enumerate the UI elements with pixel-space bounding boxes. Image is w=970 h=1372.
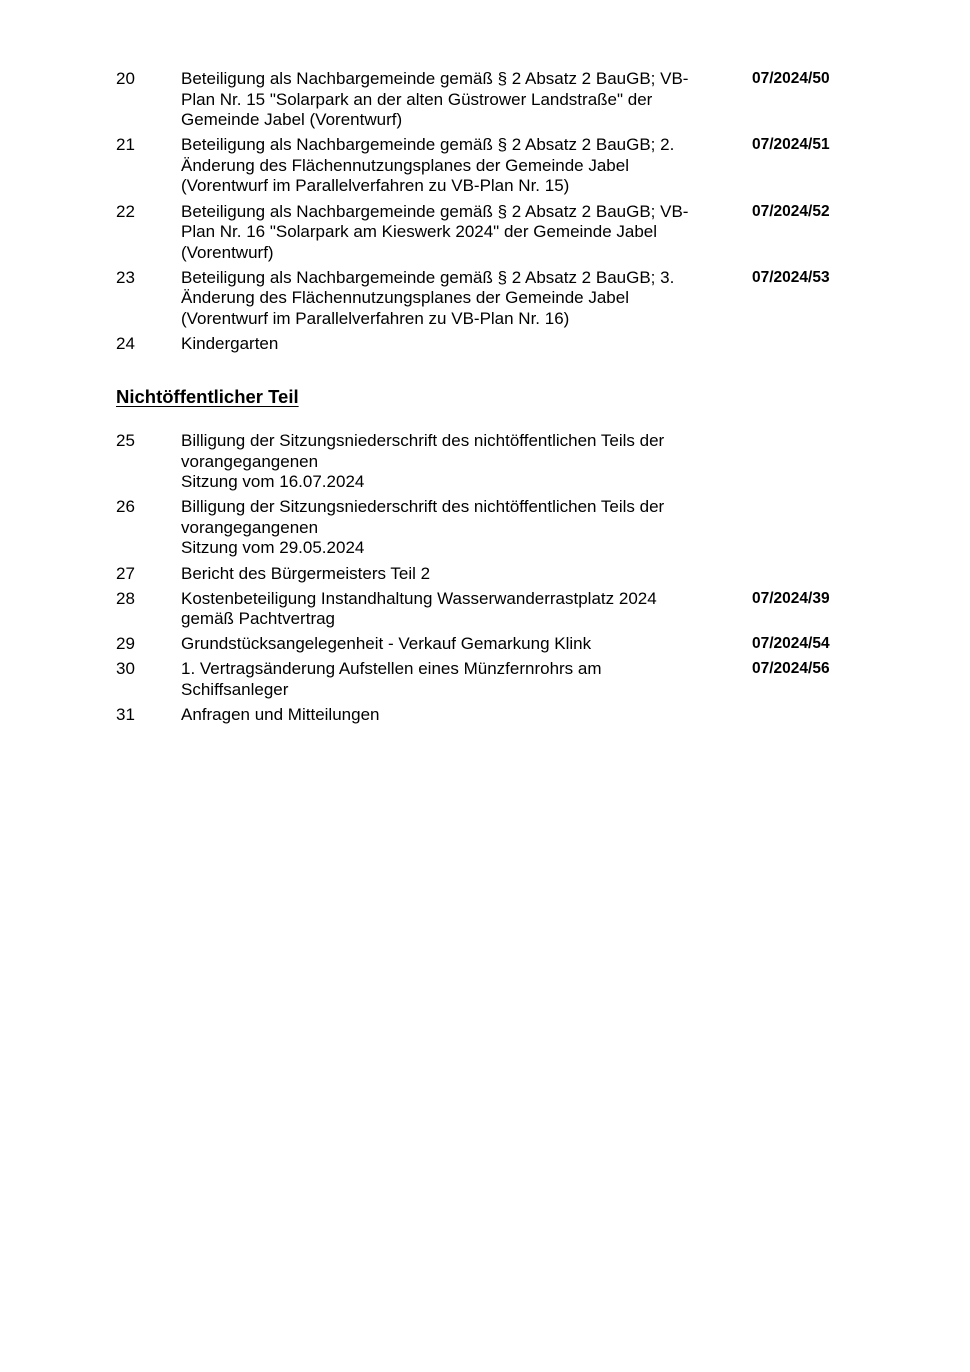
item-number: 24: [116, 334, 135, 354]
item-number: 25: [116, 431, 135, 450]
item-title-line: Anfragen und Mitteilungen: [181, 705, 380, 725]
item-title-line: Änderung des Flächennutzungsplanes der Gemeinde Jabel: [181, 155, 629, 175]
item-title-line: Billigung der Sitzungsniederschrift des nichtöffentlichen Teils der: [181, 497, 665, 517]
item-title: [181, 334, 736, 355]
item-number: 23: [116, 267, 135, 287]
item-number: 29: [116, 634, 135, 654]
item-title-line: Beteiligung als Nachbargemeinde gemäß § 2 Absatz 2 BauGB; VB-: [181, 201, 689, 221]
item-title-line: Billigung der Sitzungsniederschrift des nichtöffentlichen Teils der: [181, 431, 665, 450]
section-heading-nonpublic: Nichtöffentlicher Teil: [116, 386, 299, 407]
agenda-item: [116, 268, 856, 330]
item-title-line: Bericht des Bürgermeisters Teil 2: [181, 563, 431, 583]
item-number: 22: [116, 201, 135, 221]
item-number: 26: [116, 497, 135, 517]
item-title: [181, 202, 736, 264]
item-number: 20: [116, 69, 135, 88]
item-number: 28: [116, 588, 135, 608]
item-title-line: gemäß Pachtvertrag: [181, 609, 336, 629]
item-title-line: (Vorentwurf im Parallelverfahren zu VB-Plan Nr. 16): [181, 309, 570, 329]
item-title-line: Grundstücksangelegenheit - Verkauf Gemarkung Klink: [181, 634, 592, 654]
item-title-line: Beteiligung als Nachbargemeinde gemäß § 2 Absatz 2 BauGB; 2.: [181, 135, 675, 155]
item-number: 30: [116, 659, 135, 679]
item-title: [181, 705, 736, 726]
item-number: 21: [116, 135, 135, 155]
item-reference: 07/2024/54: [752, 635, 830, 653]
item-title-line: vorangegangenen: [181, 517, 319, 537]
item-title: [181, 69, 736, 131]
agenda-item: [116, 564, 856, 585]
item-title: [181, 659, 736, 700]
item-reference: 07/2024/53: [752, 268, 830, 286]
agenda-item: [116, 589, 856, 630]
item-reference: 07/2024/39: [752, 589, 830, 607]
item-title: [181, 268, 736, 330]
item-title-line: Plan Nr. 15 "Solarpark an der alten Güstrower Landstraße" der: [181, 89, 653, 109]
item-title-line: Kindergarten: [181, 334, 279, 354]
item-reference: 07/2024/51: [752, 136, 830, 154]
item-title: [181, 564, 736, 585]
item-title-line: Sitzung vom 29.05.2024: [181, 538, 365, 558]
agenda-item: [116, 705, 856, 726]
item-title-line: Sitzung vom 16.07.2024: [181, 472, 365, 492]
agenda-item: [116, 135, 856, 197]
item-title-line: Beteiligung als Nachbargemeinde gemäß § 2 Absatz 2 BauGB; 3.: [181, 267, 675, 287]
item-title-line: Schiffsanleger: [181, 680, 289, 700]
item-title-line: Gemeinde Jabel (Vorentwurf): [181, 110, 403, 130]
item-title-line: Plan Nr. 16 "Solarpark am Kieswerk 2024" der Gemeinde Jabel: [181, 222, 658, 242]
item-number: 27: [116, 563, 135, 583]
item-title: [181, 431, 736, 493]
agenda-item: [116, 69, 856, 131]
agenda-item: [116, 202, 856, 264]
item-title-line: vorangegangenen: [181, 451, 319, 471]
item-title-line: Kostenbeteiligung Instandhaltung Wasserwanderrastplatz 2024: [181, 588, 657, 608]
agenda-item: [116, 497, 856, 559]
item-title-line: (Vorentwurf): [181, 242, 274, 262]
agenda-item: [116, 659, 856, 700]
item-title: [181, 135, 736, 197]
item-title: [181, 634, 736, 655]
item-title-line: Beteiligung als Nachbargemeinde gemäß § 2 Absatz 2 BauGB; VB-: [181, 69, 689, 88]
item-title-line: Änderung des Flächennutzungsplanes der Gemeinde Jabel: [181, 288, 629, 308]
item-title-line: 1. Vertragsänderung Aufstellen eines Münzfernrohrs am: [181, 659, 602, 679]
agenda-item: [116, 431, 856, 493]
agenda-item: [116, 334, 856, 355]
item-number: 31: [116, 705, 135, 725]
nonpublic-agenda-list: [116, 431, 856, 730]
item-reference: 07/2024/52: [752, 202, 830, 220]
item-title-line: (Vorentwurf im Parallelverfahren zu VB-Plan Nr. 15): [181, 176, 570, 196]
item-reference: 07/2024/56: [752, 660, 830, 678]
public-agenda-list: [116, 69, 856, 359]
agenda-item: [116, 634, 856, 655]
item-title: [181, 589, 736, 630]
item-reference: 07/2024/50: [752, 70, 830, 87]
item-title: [181, 497, 736, 559]
